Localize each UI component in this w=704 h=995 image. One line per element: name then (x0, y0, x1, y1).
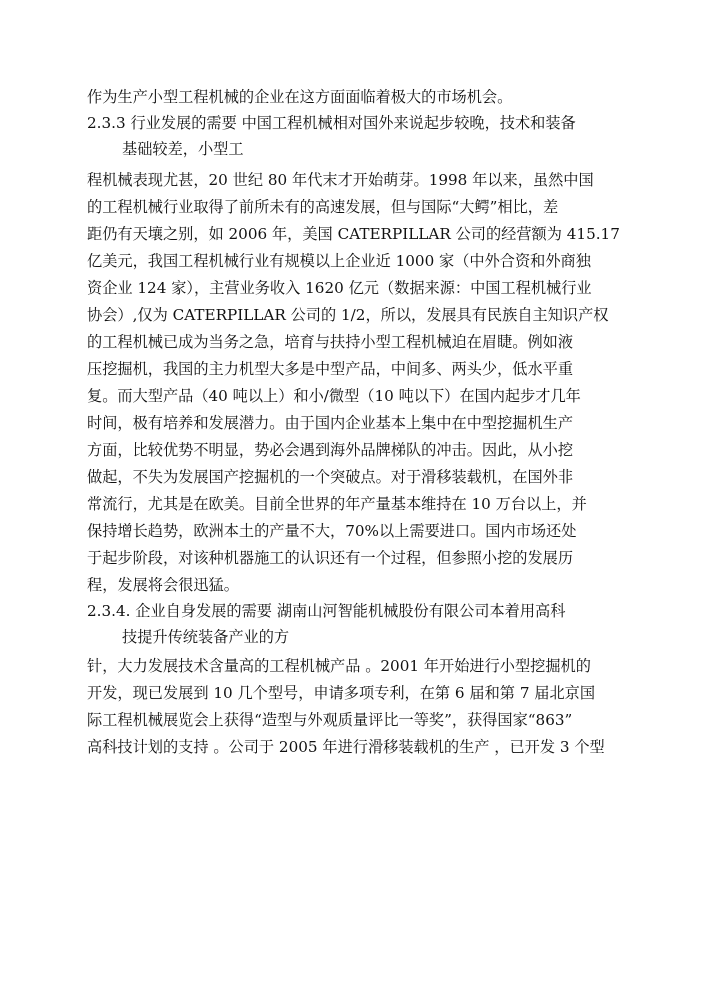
paragraph-line: 针，大力发展技术含量高的工程机械产品 。2001 年开始进行小型挖掘机的 (87, 657, 591, 675)
paragraph-line: 做起，不失为发展国产挖掘机的一个突破点。对于滑移装载机，在国外非 (87, 468, 573, 486)
paragraph-line: 协会）,仅为 CATERPILLAR 公司的 1/2，所以，发展具有民族自主知识产权 (87, 306, 609, 324)
paragraph-line: 的工程机械已成为当务之急，培育与扶持小型工程机械迫在眉睫。例如液 (87, 333, 573, 351)
section-2-3-4-heading-line2: 技提升传统装备产业的方 (122, 628, 290, 646)
paragraph-line: 程，发展将会很迅猛。 (87, 576, 239, 594)
paragraph-line: 的工程机械行业取得了前所未有的高速发展，但与国际“大鳄”相比，差 (87, 198, 559, 216)
section-2-3-3-heading-line2: 基础较差，小型工 (122, 140, 244, 158)
paragraph-line: 于起步阶段，对该种机器施工的认识还有一个过程，但参照小挖的发展历 (87, 549, 573, 567)
paragraph-line: 高科技计划的支持 。公司于 2005 年进行滑移装载机的生产 ，已开发 3 个型 (87, 738, 605, 756)
section-2-3-4-heading-line1: 2.3.4. 企业自身发展的需要 湖南山河智能机械股份有限公司本着用高科 (87, 602, 566, 620)
paragraph-line: 程机械表现尤甚，20 世纪 80 年代末才开始萌芽。1998 年以来，虽然中国 (87, 171, 594, 189)
paragraph-line: 资企业 124 家），主营业务收入 1620 亿元（数据来源：中国工程机械行业 (87, 279, 592, 297)
section-2-3-3-heading-line1: 2.3.3 行业发展的需要 中国工程机械相对国外来说起步较晚，技术和装备 (87, 114, 576, 132)
paragraph-line: 保持增长趋势，欧洲本土的产量不大，70%以上需要进口。国内市场还处 (87, 522, 577, 540)
paragraph-line: 复。而大型产品（40 吨以上）和小/微型（10 吨以下）在国内起步才几年 (87, 387, 581, 405)
paragraph-line: 亿美元，我国工程机械行业有规模以上企业近 1000 家（中外合资和外商独 (87, 252, 591, 270)
paragraph-line: 距仍有天壤之别，如 2006 年，美国 CATERPILLAR 公司的经营额为 415.17 (87, 225, 620, 243)
paragraph-line: 时间，极有培养和发展潜力。由于国内企业基本上集中在中型挖掘机生产 (87, 414, 573, 432)
paragraph-line: 开发，现已发展到 10 几个型号，申请多项专利，在第 6 届和第 7 届北京国 (87, 684, 596, 702)
paragraph-line: 常流行，尤其是在欧美。目前全世界的年产量基本维持在 10 万台以上，并 (87, 495, 587, 513)
paragraph-line: 方面，比较优势不明显，势必会遇到海外品牌梯队的冲击。因此，从小挖 (87, 441, 573, 459)
paragraph-line: 压挖掘机，我国的主力机型大多是中型产品，中间多、两头少，低水平重 (87, 360, 573, 378)
paragraph-line: 际工程机械展览会上获得“造型与外观质量评比一等奖”，获得国家“863” (87, 711, 573, 729)
intro-line: 作为生产小型工程机械的企业在这方面面临着极大的市场机会。 (87, 88, 513, 106)
